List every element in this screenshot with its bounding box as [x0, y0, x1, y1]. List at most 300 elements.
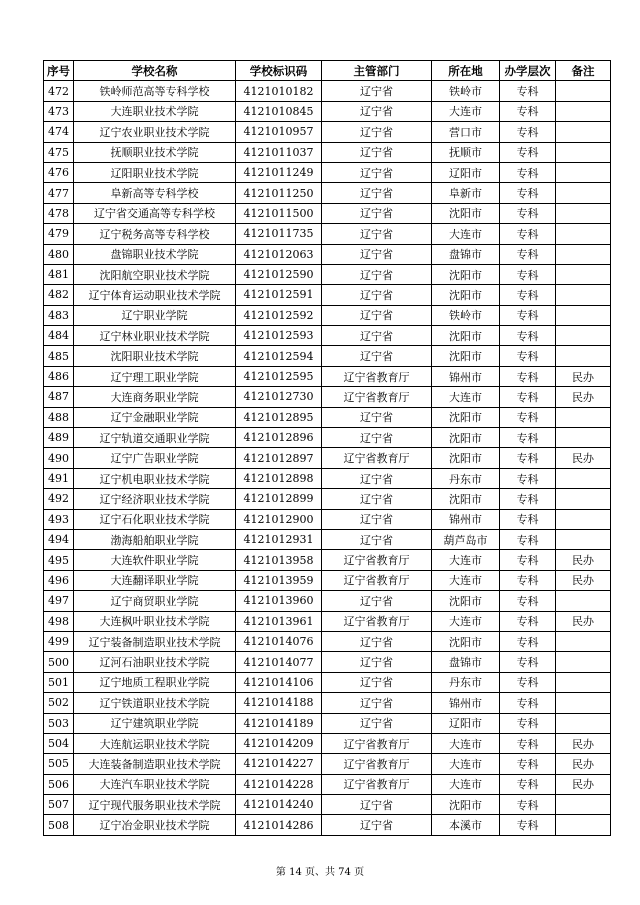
cell-level: 专科 — [500, 244, 556, 264]
cell-school-name: 辽宁省交通高等专科学校 — [74, 203, 236, 223]
cell-location: 盘锦市 — [432, 244, 500, 264]
cell-level: 专科 — [500, 366, 556, 386]
cell-school-name: 大连商务职业学院 — [74, 387, 236, 407]
cell-school-code: 4121012591 — [236, 285, 322, 305]
cell-school-name: 辽宁冶金职业技术学院 — [74, 815, 236, 835]
cell-school-name: 沈阳航空职业技术学院 — [74, 264, 236, 284]
cell-authority: 辽宁省 — [322, 529, 432, 549]
cell-authority: 辽宁省教育厅 — [322, 611, 432, 631]
cell-school-code: 4121012592 — [236, 305, 322, 325]
header-level: 办学层次 — [500, 61, 556, 81]
cell-index: 480 — [44, 244, 74, 264]
cell-index: 485 — [44, 346, 74, 366]
cell-school-name: 辽宁农业职业技术学院 — [74, 122, 236, 142]
cell-location: 大连市 — [432, 101, 500, 121]
cell-remarks — [556, 489, 611, 509]
cell-school-code: 4121011735 — [236, 224, 322, 244]
cell-authority: 辽宁省 — [322, 224, 432, 244]
cell-school-code: 4121012590 — [236, 264, 322, 284]
cell-index: 487 — [44, 387, 74, 407]
table-row — [44, 387, 611, 407]
cell-location: 大连市 — [432, 754, 500, 774]
school-list-table — [43, 60, 611, 836]
table-row — [44, 285, 611, 305]
cell-level: 专科 — [500, 346, 556, 366]
cell-index: 477 — [44, 183, 74, 203]
cell-location: 抚顺市 — [432, 142, 500, 162]
cell-authority: 辽宁省 — [322, 631, 432, 651]
cell-school-code: 4121012063 — [236, 244, 322, 264]
cell-index: 475 — [44, 142, 74, 162]
cell-school-code: 4121012900 — [236, 509, 322, 529]
cell-level: 专科 — [500, 81, 556, 101]
cell-index: 486 — [44, 366, 74, 386]
cell-school-name: 辽阳职业技术学院 — [74, 162, 236, 182]
cell-school-name: 辽宁金融职业学院 — [74, 407, 236, 427]
cell-authority: 辽宁省 — [322, 183, 432, 203]
cell-index: 504 — [44, 733, 74, 753]
cell-remarks — [556, 244, 611, 264]
cell-school-name: 辽宁地质工程职业学院 — [74, 672, 236, 692]
cell-level: 专科 — [500, 448, 556, 468]
cell-location: 营口市 — [432, 122, 500, 142]
cell-location: 大连市 — [432, 733, 500, 753]
cell-school-code: 4121013958 — [236, 550, 322, 570]
cell-remarks — [556, 672, 611, 692]
cell-school-code: 4121014189 — [236, 713, 322, 733]
cell-level: 专科 — [500, 591, 556, 611]
cell-authority: 辽宁省 — [322, 142, 432, 162]
cell-school-name: 辽宁建筑职业学院 — [74, 713, 236, 733]
table-row — [44, 162, 611, 182]
cell-remarks — [556, 652, 611, 672]
table-row — [44, 81, 611, 101]
cell-school-code: 4121012730 — [236, 387, 322, 407]
cell-level: 专科 — [500, 509, 556, 529]
cell-index: 502 — [44, 693, 74, 713]
cell-school-code: 4121014209 — [236, 733, 322, 753]
cell-location: 沈阳市 — [432, 203, 500, 223]
cell-remarks — [556, 101, 611, 121]
table-row — [44, 815, 611, 835]
cell-index: 481 — [44, 264, 74, 284]
cell-school-name: 辽河石油职业技术学院 — [74, 652, 236, 672]
cell-location: 锦州市 — [432, 366, 500, 386]
cell-school-code: 4121012593 — [236, 326, 322, 346]
cell-level: 专科 — [500, 693, 556, 713]
cell-remarks: 民办 — [556, 448, 611, 468]
table-row — [44, 693, 611, 713]
cell-remarks — [556, 591, 611, 611]
cell-authority: 辽宁省 — [322, 203, 432, 223]
table-row — [44, 407, 611, 427]
cell-index: 503 — [44, 713, 74, 733]
cell-level: 专科 — [500, 815, 556, 835]
cell-school-code: 4121010845 — [236, 101, 322, 121]
cell-school-code: 4121010182 — [236, 81, 322, 101]
cell-school-name: 大连航运职业技术学院 — [74, 733, 236, 753]
cell-authority: 辽宁省 — [322, 305, 432, 325]
cell-authority: 辽宁省 — [322, 244, 432, 264]
cell-authority: 辽宁省教育厅 — [322, 448, 432, 468]
cell-location: 沈阳市 — [432, 795, 500, 815]
cell-remarks — [556, 407, 611, 427]
cell-school-name: 盘锦职业技术学院 — [74, 244, 236, 264]
table-row — [44, 550, 611, 570]
header-location: 所在地 — [432, 61, 500, 81]
table-header-row — [44, 61, 611, 81]
cell-school-code: 4121013959 — [236, 570, 322, 590]
cell-index: 495 — [44, 550, 74, 570]
cell-remarks: 民办 — [556, 733, 611, 753]
header-authority: 主管部门 — [322, 61, 432, 81]
cell-index: 496 — [44, 570, 74, 590]
cell-school-code: 4121011037 — [236, 142, 322, 162]
cell-school-code: 4121014240 — [236, 795, 322, 815]
cell-index: 490 — [44, 448, 74, 468]
cell-remarks — [556, 326, 611, 346]
table-row — [44, 795, 611, 815]
cell-location: 大连市 — [432, 224, 500, 244]
cell-authority: 辽宁省 — [322, 591, 432, 611]
cell-index: 491 — [44, 468, 74, 488]
cell-authority: 辽宁省 — [322, 81, 432, 101]
cell-authority: 辽宁省教育厅 — [322, 754, 432, 774]
cell-authority: 辽宁省 — [322, 101, 432, 121]
cell-level: 专科 — [500, 774, 556, 794]
cell-location: 铁岭市 — [432, 81, 500, 101]
cell-location: 本溪市 — [432, 815, 500, 835]
cell-remarks — [556, 162, 611, 182]
cell-remarks — [556, 509, 611, 529]
cell-school-code: 4121011500 — [236, 203, 322, 223]
cell-location: 辽阳市 — [432, 162, 500, 182]
cell-school-name: 辽宁装备制造职业技术学院 — [74, 631, 236, 651]
cell-school-code: 4121014286 — [236, 815, 322, 835]
cell-location: 沈阳市 — [432, 285, 500, 305]
cell-authority: 辽宁省教育厅 — [322, 774, 432, 794]
cell-remarks — [556, 631, 611, 651]
cell-index: 506 — [44, 774, 74, 794]
cell-remarks: 民办 — [556, 550, 611, 570]
cell-school-code: 4121012896 — [236, 428, 322, 448]
table-row — [44, 672, 611, 692]
cell-location: 沈阳市 — [432, 448, 500, 468]
cell-school-name: 辽宁经济职业技术学院 — [74, 489, 236, 509]
cell-index: 508 — [44, 815, 74, 835]
cell-level: 专科 — [500, 407, 556, 427]
cell-location: 大连市 — [432, 550, 500, 570]
cell-school-code: 4121012594 — [236, 346, 322, 366]
cell-index: 497 — [44, 591, 74, 611]
cell-school-code: 4121014188 — [236, 693, 322, 713]
cell-index: 482 — [44, 285, 74, 305]
cell-index: 489 — [44, 428, 74, 448]
table-row — [44, 468, 611, 488]
cell-school-name: 辽宁林业职业技术学院 — [74, 326, 236, 346]
cell-location: 大连市 — [432, 611, 500, 631]
cell-level: 专科 — [500, 162, 556, 182]
cell-remarks: 民办 — [556, 611, 611, 631]
table-row — [44, 591, 611, 611]
cell-location: 铁岭市 — [432, 305, 500, 325]
cell-authority: 辽宁省 — [322, 407, 432, 427]
cell-school-name: 抚顺职业技术学院 — [74, 142, 236, 162]
cell-authority: 辽宁省教育厅 — [322, 570, 432, 590]
cell-authority: 辽宁省 — [322, 326, 432, 346]
cell-level: 专科 — [500, 795, 556, 815]
table-row — [44, 224, 611, 244]
header-school-name: 学校名称 — [74, 61, 236, 81]
cell-school-code: 4121014076 — [236, 631, 322, 651]
cell-level: 专科 — [500, 326, 556, 346]
cell-school-name: 辽宁石化职业技术学院 — [74, 509, 236, 529]
cell-authority: 辽宁省教育厅 — [322, 366, 432, 386]
cell-remarks — [556, 203, 611, 223]
table-row — [44, 142, 611, 162]
cell-authority: 辽宁省 — [322, 672, 432, 692]
cell-authority: 辽宁省 — [322, 285, 432, 305]
cell-authority: 辽宁省 — [322, 509, 432, 529]
cell-location: 大连市 — [432, 387, 500, 407]
cell-school-name: 辽宁轨道交通职业学院 — [74, 428, 236, 448]
cell-index: 473 — [44, 101, 74, 121]
cell-level: 专科 — [500, 672, 556, 692]
header-remarks: 备注 — [556, 61, 611, 81]
cell-school-code: 4121012895 — [236, 407, 322, 427]
cell-school-name: 辽宁机电职业技术学院 — [74, 468, 236, 488]
table-row — [44, 448, 611, 468]
cell-remarks — [556, 428, 611, 448]
table-row — [44, 326, 611, 346]
cell-authority: 辽宁省教育厅 — [322, 733, 432, 753]
cell-school-name: 渤海船舶职业学院 — [74, 529, 236, 549]
table-body — [44, 81, 611, 835]
table-row — [44, 631, 611, 651]
cell-authority: 辽宁省 — [322, 815, 432, 835]
cell-authority: 辽宁省教育厅 — [322, 387, 432, 407]
table-row — [44, 652, 611, 672]
cell-level: 专科 — [500, 428, 556, 448]
cell-remarks — [556, 224, 611, 244]
cell-remarks — [556, 713, 611, 733]
cell-location: 辽阳市 — [432, 713, 500, 733]
cell-index: 498 — [44, 611, 74, 631]
cell-school-name: 大连枫叶职业技术学院 — [74, 611, 236, 631]
cell-level: 专科 — [500, 305, 556, 325]
cell-index: 499 — [44, 631, 74, 651]
cell-school-name: 大连翻译职业学院 — [74, 570, 236, 590]
cell-remarks — [556, 795, 611, 815]
cell-location: 沈阳市 — [432, 264, 500, 284]
cell-location: 沈阳市 — [432, 591, 500, 611]
cell-remarks — [556, 285, 611, 305]
table-row — [44, 346, 611, 366]
cell-school-code: 4121010957 — [236, 122, 322, 142]
cell-level: 专科 — [500, 631, 556, 651]
cell-index: 478 — [44, 203, 74, 223]
table-row — [44, 529, 611, 549]
cell-index: 476 — [44, 162, 74, 182]
cell-school-code: 4121014228 — [236, 774, 322, 794]
cell-school-name: 大连软件职业学院 — [74, 550, 236, 570]
table-row — [44, 305, 611, 325]
cell-remarks: 民办 — [556, 387, 611, 407]
cell-location: 沈阳市 — [432, 407, 500, 427]
cell-remarks — [556, 305, 611, 325]
cell-remarks — [556, 693, 611, 713]
cell-authority: 辽宁省 — [322, 489, 432, 509]
cell-level: 专科 — [500, 611, 556, 631]
cell-location: 沈阳市 — [432, 346, 500, 366]
table-row — [44, 366, 611, 386]
cell-index: 472 — [44, 81, 74, 101]
cell-location: 盘锦市 — [432, 652, 500, 672]
cell-school-code: 4121014106 — [236, 672, 322, 692]
table-row — [44, 264, 611, 284]
cell-school-code: 4121013960 — [236, 591, 322, 611]
cell-authority: 辽宁省 — [322, 346, 432, 366]
cell-school-code: 4121012931 — [236, 529, 322, 549]
cell-level: 专科 — [500, 652, 556, 672]
cell-authority: 辽宁省 — [322, 428, 432, 448]
cell-authority: 辽宁省 — [322, 713, 432, 733]
table-row — [44, 611, 611, 631]
cell-index: 474 — [44, 122, 74, 142]
cell-index: 492 — [44, 489, 74, 509]
cell-school-code: 4121014077 — [236, 652, 322, 672]
cell-school-name: 大连汽车职业技术学院 — [74, 774, 236, 794]
cell-remarks — [556, 468, 611, 488]
cell-school-code: 4121012898 — [236, 468, 322, 488]
cell-level: 专科 — [500, 468, 556, 488]
table-row — [44, 754, 611, 774]
cell-location: 沈阳市 — [432, 489, 500, 509]
cell-authority: 辽宁省 — [322, 264, 432, 284]
cell-location: 沈阳市 — [432, 326, 500, 346]
cell-location: 沈阳市 — [432, 428, 500, 448]
cell-remarks — [556, 815, 611, 835]
table-row — [44, 774, 611, 794]
cell-index: 500 — [44, 652, 74, 672]
cell-level: 专科 — [500, 264, 556, 284]
cell-school-code: 4121011249 — [236, 162, 322, 182]
cell-remarks — [556, 529, 611, 549]
cell-level: 专科 — [500, 122, 556, 142]
cell-school-code: 4121011250 — [236, 183, 322, 203]
cell-remarks — [556, 264, 611, 284]
table-row — [44, 570, 611, 590]
table-row — [44, 122, 611, 142]
cell-level: 专科 — [500, 387, 556, 407]
header-school-code: 学校标识码 — [236, 61, 322, 81]
cell-index: 501 — [44, 672, 74, 692]
cell-school-name: 辽宁商贸职业学院 — [74, 591, 236, 611]
cell-remarks: 民办 — [556, 570, 611, 590]
cell-school-name: 辽宁理工职业学院 — [74, 366, 236, 386]
cell-school-name: 辽宁广告职业学院 — [74, 448, 236, 468]
table-row — [44, 428, 611, 448]
header-index: 序号 — [44, 61, 74, 81]
cell-index: 479 — [44, 224, 74, 244]
cell-remarks: 民办 — [556, 774, 611, 794]
cell-index: 507 — [44, 795, 74, 815]
cell-school-code: 4121012899 — [236, 489, 322, 509]
cell-level: 专科 — [500, 489, 556, 509]
cell-location: 锦州市 — [432, 509, 500, 529]
table-row — [44, 509, 611, 529]
cell-index: 483 — [44, 305, 74, 325]
cell-remarks — [556, 122, 611, 142]
cell-school-code: 4121012595 — [236, 366, 322, 386]
cell-index: 505 — [44, 754, 74, 774]
cell-level: 专科 — [500, 142, 556, 162]
page-footer: 第 14 页、共 74 页 — [275, 867, 365, 878]
cell-level: 专科 — [500, 550, 556, 570]
cell-school-name: 辽宁税务高等专科学校 — [74, 224, 236, 244]
cell-location: 葫芦岛市 — [432, 529, 500, 549]
table-row — [44, 203, 611, 223]
cell-authority: 辽宁省 — [322, 652, 432, 672]
table-row — [44, 244, 611, 264]
cell-remarks — [556, 346, 611, 366]
cell-level: 专科 — [500, 183, 556, 203]
cell-authority: 辽宁省 — [322, 162, 432, 182]
cell-location: 阜新市 — [432, 183, 500, 203]
cell-school-name: 辽宁体育运动职业技术学院 — [74, 285, 236, 305]
cell-school-name: 大连职业技术学院 — [74, 101, 236, 121]
cell-remarks — [556, 142, 611, 162]
cell-remarks: 民办 — [556, 754, 611, 774]
cell-location: 锦州市 — [432, 693, 500, 713]
cell-level: 专科 — [500, 713, 556, 733]
cell-authority: 辽宁省教育厅 — [322, 550, 432, 570]
table-row — [44, 489, 611, 509]
cell-level: 专科 — [500, 224, 556, 244]
table-row — [44, 101, 611, 121]
cell-location: 沈阳市 — [432, 631, 500, 651]
cell-remarks — [556, 81, 611, 101]
cell-authority: 辽宁省 — [322, 693, 432, 713]
cell-level: 专科 — [500, 101, 556, 121]
cell-level: 专科 — [500, 733, 556, 753]
cell-school-name: 大连装备制造职业技术学院 — [74, 754, 236, 774]
cell-index: 488 — [44, 407, 74, 427]
cell-school-name: 沈阳职业技术学院 — [74, 346, 236, 366]
table-row — [44, 183, 611, 203]
cell-index: 494 — [44, 529, 74, 549]
cell-authority: 辽宁省 — [322, 122, 432, 142]
cell-level: 专科 — [500, 529, 556, 549]
cell-authority: 辽宁省 — [322, 468, 432, 488]
cell-level: 专科 — [500, 203, 556, 223]
cell-remarks: 民办 — [556, 366, 611, 386]
cell-school-name: 铁岭师范高等专科学校 — [74, 81, 236, 101]
cell-index: 493 — [44, 509, 74, 529]
cell-school-name: 辽宁现代服务职业技术学院 — [74, 795, 236, 815]
cell-authority: 辽宁省 — [322, 795, 432, 815]
cell-school-code: 4121013961 — [236, 611, 322, 631]
cell-school-name: 辽宁职业学院 — [74, 305, 236, 325]
cell-location: 丹东市 — [432, 672, 500, 692]
cell-school-code: 4121014227 — [236, 754, 322, 774]
table-row — [44, 733, 611, 753]
cell-location: 大连市 — [432, 774, 500, 794]
cell-remarks — [556, 183, 611, 203]
cell-school-code: 4121012897 — [236, 448, 322, 468]
table-row — [44, 713, 611, 733]
cell-school-name: 阜新高等专科学校 — [74, 183, 236, 203]
